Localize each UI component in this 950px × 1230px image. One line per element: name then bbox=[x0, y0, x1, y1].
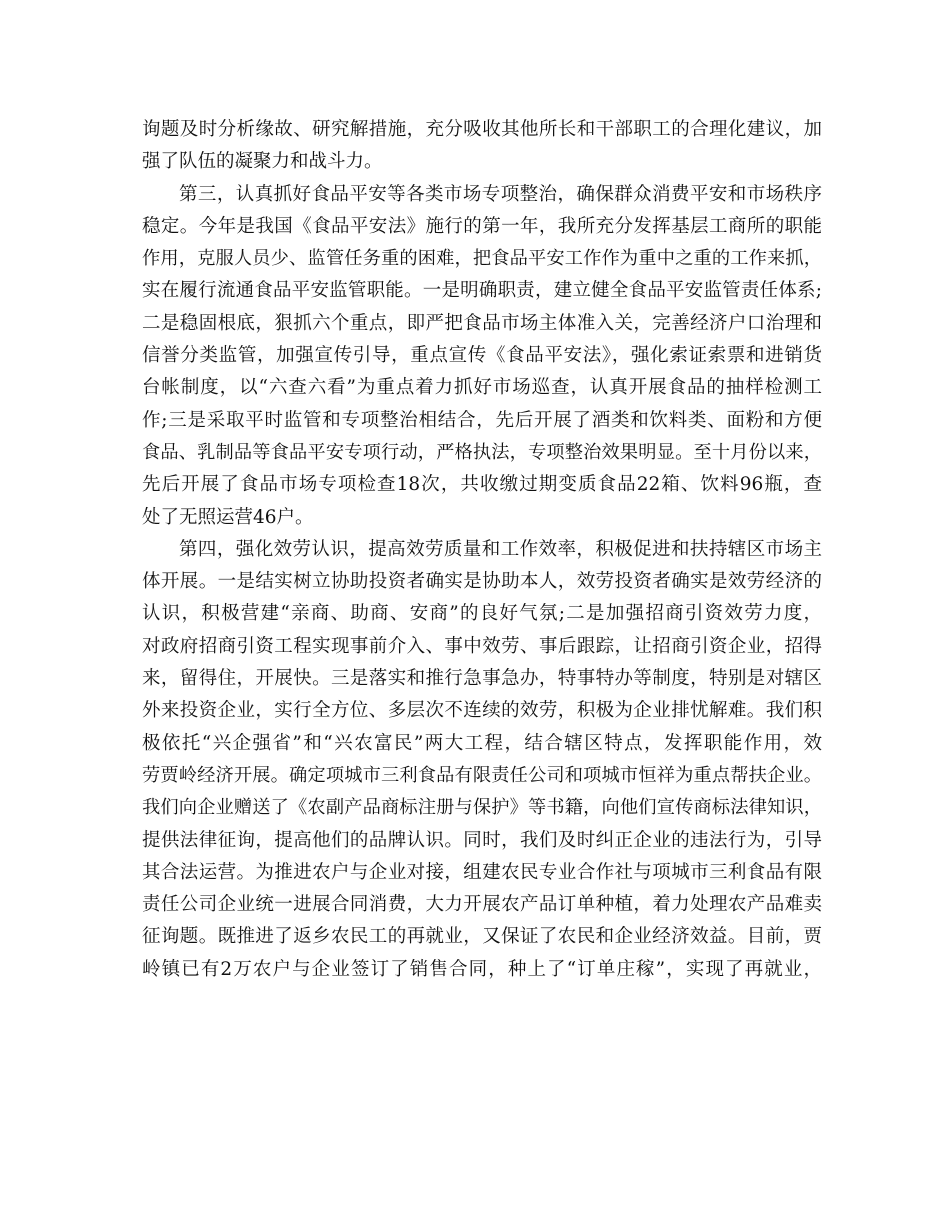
text-line: 征询题。既推进了返乡农民工的再就业，又保证了农民和企业经济效益。目前，贾 bbox=[142, 926, 822, 948]
text-line: 实在履行流通食品平安监管职能。一是明确职责，建立健全食品平安监管责任体系; bbox=[142, 280, 822, 302]
text-line: 先后开展了食品市场专项检查18次，共收缴过期变质食品22箱、饮料96瓶，查 bbox=[142, 474, 822, 496]
text-line: 责任公司企业统一进展合同消费，大力开展农产品订单种植，着力处理农产品难卖 bbox=[142, 894, 822, 916]
text-line: 极依托“兴企强省”和“兴农富民”两大工程，结合辖区特点，发挥职能作用，效 bbox=[142, 732, 822, 754]
body-text bbox=[142, 114, 822, 986]
text-line: 作;三是采取平时监管和专项整治相结合，先后开展了酒类和饮料类、面粉和方便 bbox=[142, 409, 822, 431]
text-line: 外来投资企业，实行全方位、多层次不连续的效劳，积极为企业排忧解难。我们积 bbox=[142, 700, 822, 722]
text-line: 提供法律征询，提高他们的品牌认识。同时，我们及时纠正企业的违法行为，引导 bbox=[142, 829, 822, 851]
paragraph-start-line: 第四，强化效劳认识，提高效劳质量和工作效率，积极促进和扶持辖区市场主 bbox=[179, 538, 822, 560]
text-line: 作用，克服人员少、监管任务重的困难，把食品平安工作作为重中之重的工作来抓， bbox=[142, 248, 822, 270]
text-line: 询题及时分析缘故、研究解措施，充分吸收其他所长和干部职工的合理化建议，加 bbox=[142, 119, 822, 140]
text-line: 认识，积极营建“亲商、助商、安商”的良好气氛;二是加强招商引资效劳力度， bbox=[142, 603, 822, 625]
text-line: 岭镇已有2万农户与企业签订了销售合同，种上了“订单庄稼”，实现了再就业， bbox=[142, 958, 822, 980]
text-line: 稳定。今年是我国《食品平安法》施行的第一年，我所充分发挥基层工商所的职能 bbox=[142, 215, 822, 237]
paragraph-start-line: 第三，认真抓好食品平安等各类市场专项整治，确保群众消费平安和市场秩序 bbox=[179, 183, 822, 205]
text-line: 来，留得住，开展快。三是落实和推行急事急办，特事特办等制度，特别是对辖区 bbox=[142, 668, 822, 690]
text-line: 对政府招商引资工程实现事前介入、事中效劳、事后跟踪，让招商引资企业，招得 bbox=[142, 635, 822, 657]
text-line: 二是稳固根底，狠抓六个重点，即严把食品市场主体准入关，完善经济户口治理和 bbox=[142, 312, 822, 334]
text-line: 其合法运营。为推进农户与企业对接，组建农民专业合作社与项城市三利食品有限 bbox=[142, 861, 822, 883]
text-line: 我们向企业赠送了《农副产品商标注册与保护》等书籍，向他们宣传商标法律知识， bbox=[142, 797, 822, 819]
text-line: 食品、乳制品等食品平安专项行动，严格执法，专项整治效果明显。至十月份以来， bbox=[142, 441, 822, 463]
text-line: 强了队伍的凝聚力和战斗力。 bbox=[142, 151, 383, 173]
text-line: 台帐制度，以“六查六看”为重点着力抓好市场巡查，认真开展食品的抽样检测工 bbox=[142, 377, 822, 399]
text-line: 处了无照运营46户。 bbox=[142, 506, 314, 528]
text-line: 信誉分类监管，加强宣传引导，重点宣传《食品平安法》，强化索证索票和进销货 bbox=[142, 345, 822, 367]
text-line: 体开展。一是结实树立协助投资者确实是协助本人，效劳投资者确实是效劳经济的 bbox=[142, 571, 822, 593]
text-line: 劳贾岭经济开展。确定项城市三利食品有限责任公司和项城市恒祥为重点帮扶企业。 bbox=[142, 764, 822, 786]
